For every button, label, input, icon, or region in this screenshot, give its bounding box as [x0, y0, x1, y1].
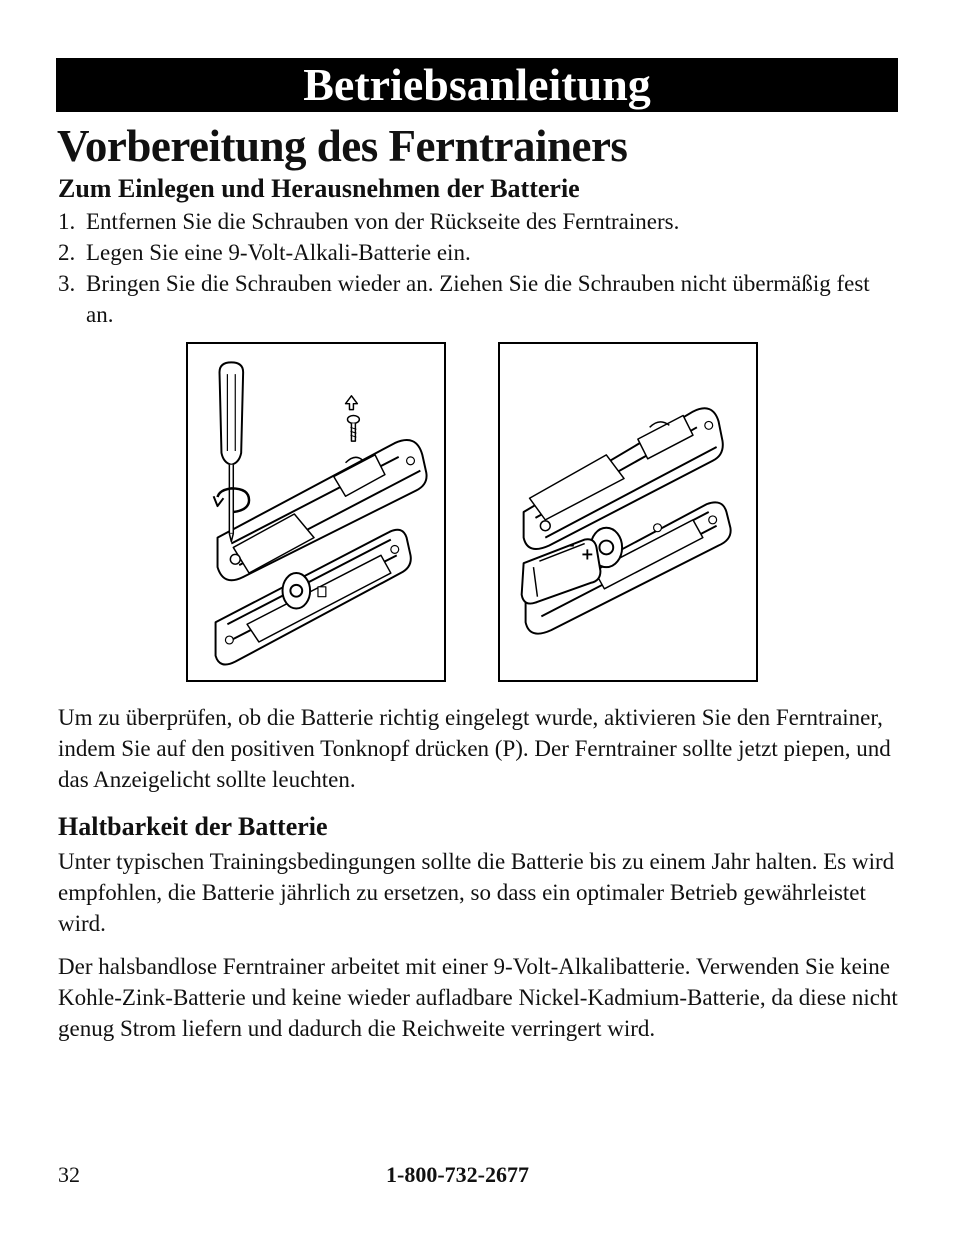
- step-text: Bringen Sie die Schrauben wieder an. Ziehen Sie die Schrauben nicht übermäßig fest an.: [86, 271, 870, 327]
- section-banner-text: Betriebsanleitung: [303, 59, 651, 110]
- durability-section-heading: Haltbarkeit der Batterie: [58, 812, 328, 841]
- list-item: [58, 237, 888, 268]
- figure-insert-battery: [498, 342, 758, 682]
- step-text: Entfernen Sie die Schrauben von der Rückseite des Ferntrainers.: [86, 209, 680, 234]
- section-banner: [56, 58, 898, 112]
- support-phone-number: 1-800-732-2677: [386, 1162, 529, 1187]
- battery-plus-label: +: [580, 544, 594, 564]
- battery-minus-label: -: [568, 537, 575, 554]
- step-number: 3.: [58, 271, 76, 296]
- battery-section-heading: Zum Einlegen und Herausnehmen der Batterie: [58, 174, 580, 203]
- list-item: [58, 206, 888, 237]
- step-text: Legen Sie eine 9-Volt-Alkali-Batterie ein.: [86, 240, 471, 265]
- screwdriver-remote-disassembly-illustration-icon: [188, 344, 444, 680]
- page-number: 32: [58, 1162, 80, 1187]
- list-item: [58, 268, 888, 330]
- page-title: Vorbereitung des Ferntrainers: [57, 121, 628, 171]
- step-number: 2.: [58, 240, 76, 265]
- step-number: 1.: [58, 209, 76, 234]
- battery-steps-list: [58, 206, 888, 330]
- battery-insertion-illustration-icon: [500, 344, 756, 680]
- durability-paragraph-2: Der halsbandlose Ferntrainer arbeitet mit einer 9-Volt-Alkalibatterie. Verwenden Sie keine Kohle-Zink-Batterie und keine wieder aufladbare Nickel-Kadmium-Batterie, da diese nicht genug Strom liefern und dadurch die Reichweite verringert wird.: [58, 954, 898, 1041]
- figure-remove-screws: [186, 342, 446, 682]
- durability-paragraph-1: Unter typischen Trainingsbedingungen sollte die Batterie bis zu einem Jahr halten. Es wird empfohlen, die Batterie jährlich zu ersetzen, so dass ein optimaler Betrieb gewährleistet wird.: [58, 849, 895, 936]
- battery-check-paragraph: Um zu überprüfen, ob die Batterie richtig eingelegt wurde, aktivieren Sie den Ferntrainer, indem Sie auf den positiven Tonknopf drücken (P). Der Ferntrainer sollte jetzt piepen, und das Anzeigelicht sollte leuchten.: [58, 705, 891, 792]
